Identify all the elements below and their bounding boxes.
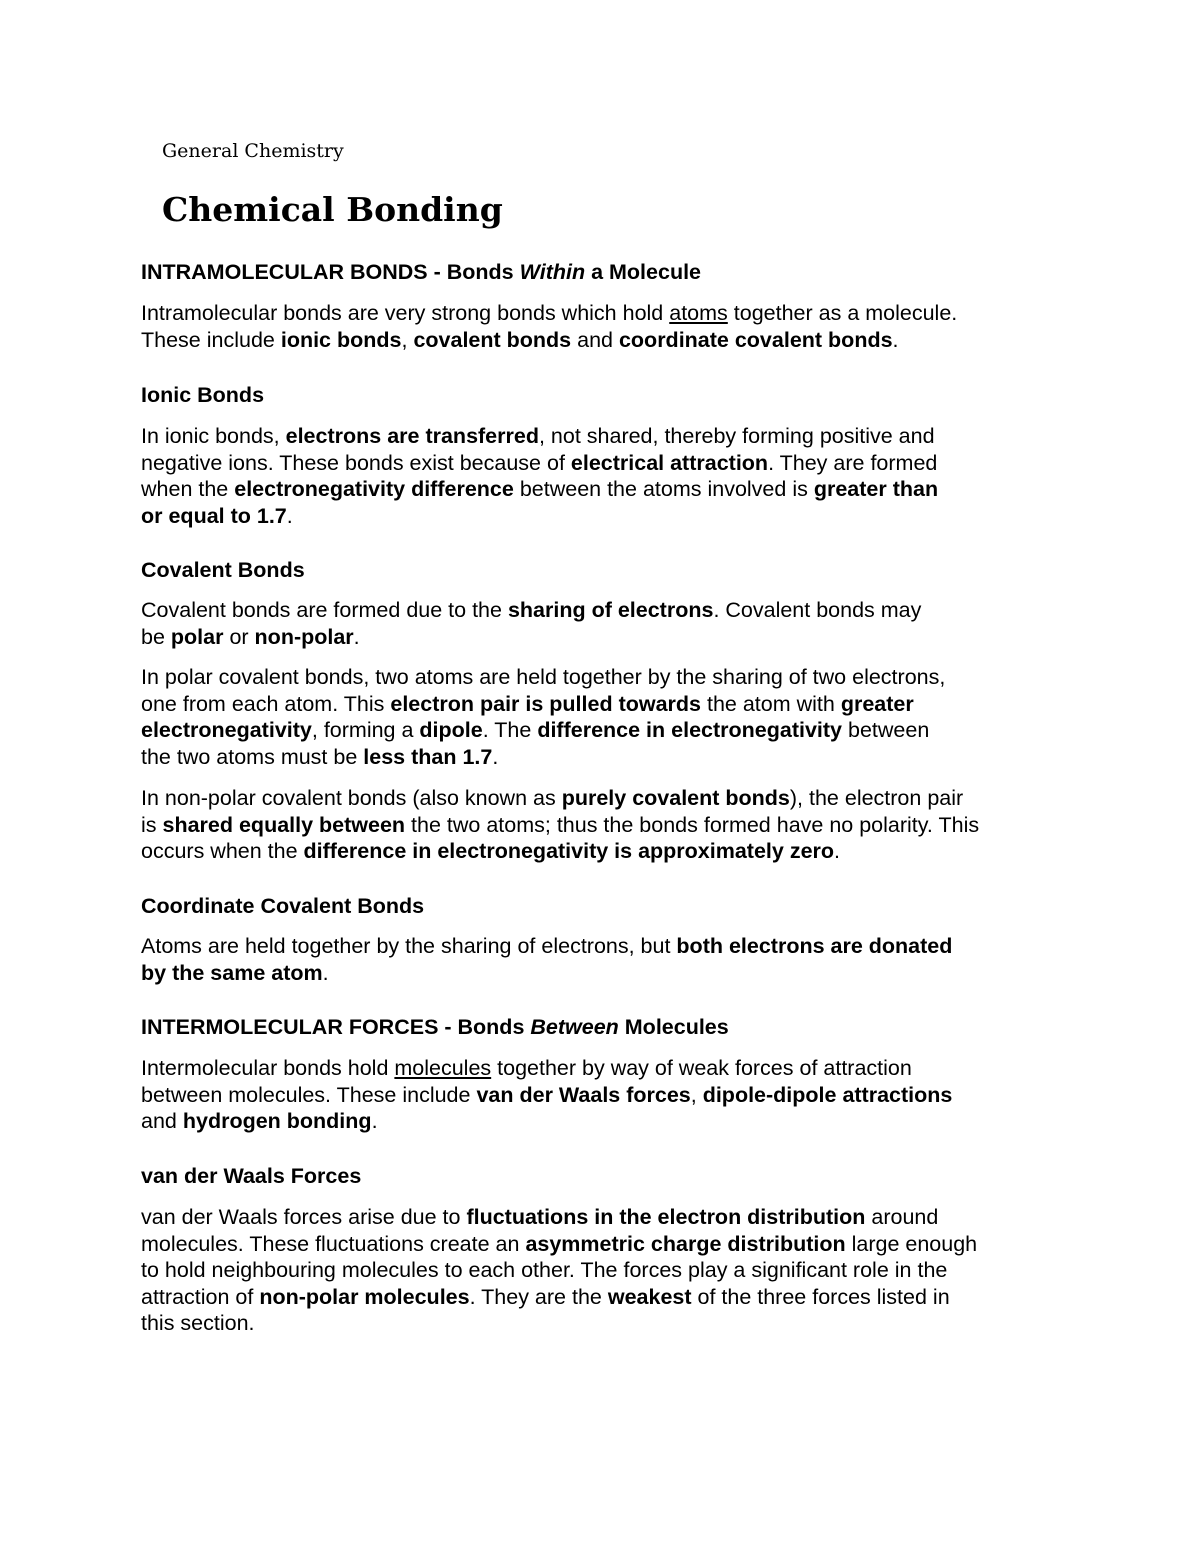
coordinate-paragraph: Atoms are held together by the sharing of electrons, but both electrons are donated by the same atom.	[141, 934, 953, 985]
page-title: Chemical Bonding	[162, 190, 503, 229]
section-heading-coordinate-covalent-bonds: Coordinate Covalent Bonds	[141, 894, 425, 918]
covalent-paragraph-polar: In polar covalent bonds, two atoms are held together by the sharing of two electrons, one from each atom. This electron pair is pulled towards the atom with greater electronegativity, forming a dipole. The difference in electronegativity between the two atoms must be less than 1.7.	[141, 665, 946, 769]
atoms-link[interactable]: atoms	[669, 301, 728, 325]
covalent-paragraph-1: Covalent bonds are formed due to the sharing of electrons. Covalent bonds may be polar or non-polar.	[141, 598, 922, 649]
section-heading-intramolecular: INTRAMOLECULAR BONDS - Bonds Within a Molecule	[141, 260, 702, 284]
molecules-link[interactable]: molecules	[394, 1056, 492, 1080]
intramolecular-paragraph: Intramolecular bonds are very strong bonds which hold atoms together as a molecule. These include ionic bonds, covalent bonds and coordinate covalent bonds.	[141, 301, 958, 352]
section-heading-covalent-bonds: Covalent Bonds	[141, 558, 305, 582]
section-heading-intermolecular: INTERMOLECULAR FORCES - Bonds Between Molecules	[141, 1015, 729, 1039]
section-heading-van-der-waals-forces: van der Waals Forces	[141, 1164, 362, 1188]
covalent-paragraph-nonpolar: In non-polar covalent bonds (also known as purely covalent bonds), the electron pair is shared equally between the two atoms; thus the bonds formed have no polarity. This occurs when the difference in electronegativity is approximately zero.	[141, 786, 980, 863]
intermolecular-paragraph: Intermolecular bonds hold molecules together by way of weak forces of attraction between molecules. These include van der Waals forces, dipole-dipole attractions and hydrogen bonding.	[141, 1056, 953, 1133]
van-der-waals-paragraph: van der Waals forces arise due to fluctuations in the electron distribution around molecules. These fluctuations create an asymmetric charge distribution large enough to hold neighbouring molecules to each other. The forces play a significant role in the attraction of non-polar molecules. They are the weakest of the three forces listed in this section.	[141, 1205, 978, 1335]
course-subject: General Chemistry	[162, 140, 344, 162]
section-heading-ionic-bonds: Ionic Bonds	[141, 383, 265, 407]
ionic-paragraph: In ionic bonds, electrons are transferred, not shared, thereby forming positive and negative ions. These bonds exist because of electrical attraction. They are formed when the electronegativity difference between the atoms involved is greater than or equal to 1.7.	[141, 424, 939, 528]
